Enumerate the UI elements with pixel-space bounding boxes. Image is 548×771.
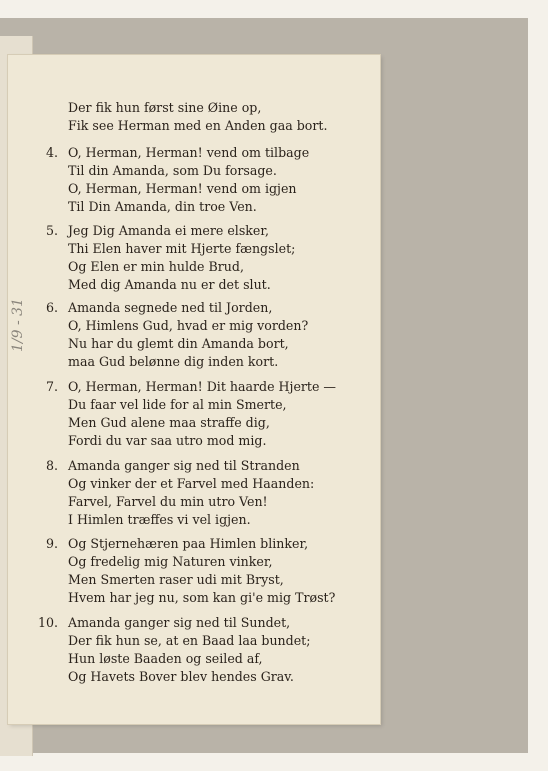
poem-line: Du faar vel lide for al min Smerte, — [68, 397, 287, 412]
poem-line: O, Herman, Herman! vend om tilbage — [68, 145, 310, 160]
poem-line: O, Herman, Herman! Dit haarde Hjerte — — [68, 379, 337, 394]
poem-line: Og fredelig mig Naturen vinker, — [68, 554, 273, 569]
poem-line: Jeg Dig Amanda ei mere elsker, — [68, 223, 270, 238]
poem-line: Hvem har jeg nu, som kan gi'e mig Trøst? — [68, 590, 336, 605]
poem-line: Fordi du var saa utro mod mig. — [68, 433, 267, 448]
poem-line: I Himlen træffes vi vel igjen. — [68, 512, 251, 527]
poem-line: Til Din Amanda, din troe Ven. — [68, 199, 257, 214]
poem-line: Farvel, Farvel du min utro Ven! — [68, 494, 268, 509]
poem-line: Amanda segnede ned til Jorden, — [68, 300, 273, 315]
poem-line: maa Gud belønne dig inden kort. — [68, 354, 279, 369]
poem-line: Fik see Herman med en Anden gaa bort. — [68, 118, 328, 133]
poem-line: Thi Elen haver mit Hjerte fængslet; — [68, 241, 296, 256]
poem-line: O, Himlens Gud, hvad er mig vorden? — [68, 318, 309, 333]
stanza-number: 7. — [45, 379, 58, 394]
poem-line: Amanda ganger sig ned til Sundet, — [68, 615, 291, 630]
stanza-number: 4. — [45, 145, 58, 160]
poem-line: Der fik hun først sine Øine op, — [68, 100, 262, 115]
stanza-number: 10. — [37, 615, 58, 630]
poem-line: O, Herman, Herman! vend om igjen — [68, 181, 297, 196]
poem-line: Og Havets Bover blev hendes Grav. — [68, 669, 294, 684]
poem-line: Med dig Amanda nu er det slut. — [68, 277, 271, 292]
poem-line: Amanda ganger sig ned til Stranden — [68, 458, 300, 473]
poem-line: Og Stjernehæren paa Himlen blinker, — [68, 536, 309, 551]
pencil-annotation: 1/9 - 31 — [10, 298, 26, 352]
stanza-number: 6. — [45, 300, 58, 315]
poem-line: Der fik hun se, at en Baad laa bundet; — [68, 633, 311, 648]
poem-line: Nu har du glemt din Amanda bort, — [68, 336, 289, 351]
poem-line: Og Elen er min hulde Brud, — [68, 259, 244, 274]
stanza-number: 5. — [45, 223, 58, 238]
poem-line: Og vinker der et Farvel med Haanden: — [68, 476, 315, 491]
poem-line: Men Smerten raser udi mit Bryst, — [68, 572, 284, 587]
poem-line: Til din Amanda, som Du forsage. — [68, 163, 277, 178]
poem-line: Men Gud alene maa straffe dig, — [68, 415, 270, 430]
stanza-number: 9. — [45, 536, 58, 551]
poem-line: Hun løste Baaden og seiled af, — [68, 651, 263, 666]
stanza-number: 8. — [45, 458, 58, 473]
